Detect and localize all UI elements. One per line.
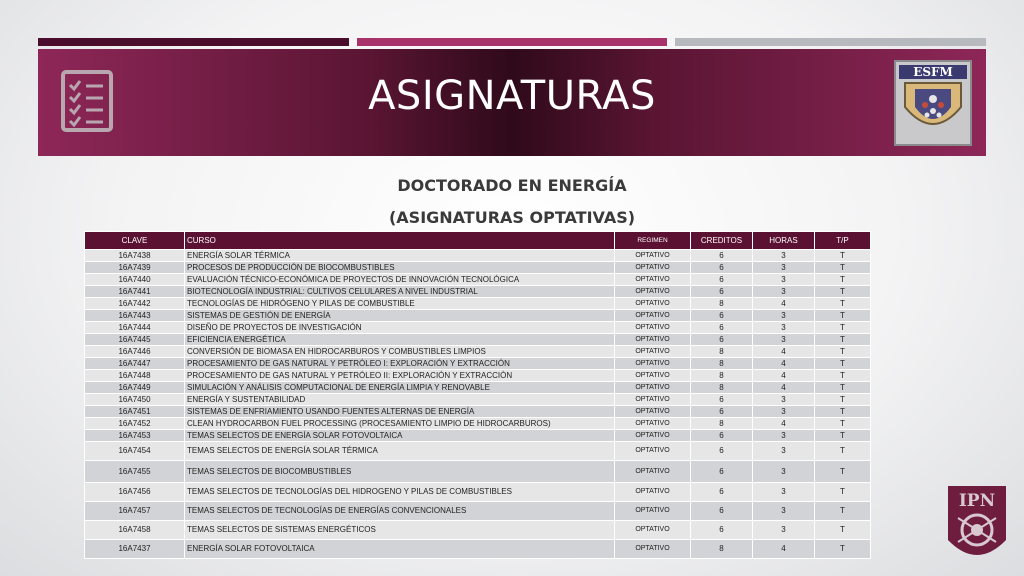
cell-tp: T — [815, 262, 871, 274]
cell-creditos: 6 — [691, 286, 753, 298]
cell-clave: 16A7445 — [85, 334, 185, 346]
cell-tp: T — [815, 286, 871, 298]
cell-clave: 16A7437 — [85, 540, 185, 559]
cell-tp: T — [815, 483, 871, 502]
cell-horas: 4 — [753, 298, 815, 310]
cell-tp: T — [815, 322, 871, 334]
accent-bar-gray — [675, 38, 986, 46]
cell-curso: CONVERSIÓN DE BIOMASA EN HIDROCARBUROS Y COMBUSTIBLES LIMPIOS — [185, 346, 615, 358]
cell-regimen: OPTATIVO — [615, 370, 691, 382]
cell-curso: PROCESOS DE PRODUCCIÓN DE BIOCOMBUSTIBLES — [185, 262, 615, 274]
cell-creditos: 6 — [691, 262, 753, 274]
cell-curso: TEMAS SELECTOS DE TECNOLOGÍAS DEL HIDROGENO Y PILAS DE COMBUSTIBLES — [185, 483, 615, 502]
subtitle-program: DOCTORADO EN ENERGÍA — [397, 176, 627, 195]
cell-curso: BIOTECNOLOGÍA INDUSTRIAL: CULTIVOS CELULARES A NIVEL INDUSTRIAL — [185, 286, 615, 298]
table-row — [85, 358, 871, 370]
cell-horas: 3 — [753, 322, 815, 334]
cell-tp: T — [815, 394, 871, 406]
cell-regimen: OPTATIVO — [615, 418, 691, 430]
cell-regimen: OPTATIVO — [615, 521, 691, 540]
table-row — [85, 370, 871, 382]
table-row — [85, 418, 871, 430]
cell-clave: 16A7450 — [85, 394, 185, 406]
cell-regimen: OPTATIVO — [615, 502, 691, 521]
table-row — [85, 286, 871, 298]
cell-creditos: 6 — [691, 406, 753, 418]
table-row — [85, 346, 871, 358]
cell-curso: SISTEMAS DE GESTIÓN DE ENERGÍA — [185, 310, 615, 322]
cell-clave: 16A7455 — [85, 461, 185, 483]
cell-curso: TEMAS SELECTOS DE SISTEMAS ENERGÉTICOS — [185, 521, 615, 540]
table-row — [85, 442, 871, 461]
cell-curso: DISEÑO DE PROYECTOS DE INVESTIGACIÓN — [185, 322, 615, 334]
cell-horas: 3 — [753, 502, 815, 521]
cell-regimen: OPTATIVO — [615, 394, 691, 406]
cell-curso: ENERGÍA SOLAR TÉRMICA — [185, 250, 615, 262]
accent-bar-pink — [357, 38, 667, 46]
header-regimen: REGIMEN — [615, 232, 691, 250]
cell-tp: T — [815, 334, 871, 346]
table-row — [85, 461, 871, 483]
cell-creditos: 8 — [691, 382, 753, 394]
cell-curso: TEMAS SELECTOS DE TECNOLOGÍAS DE ENERGÍAS CONVENCIONALES — [185, 502, 615, 521]
cell-regimen: OPTATIVO — [615, 406, 691, 418]
cell-horas: 3 — [753, 310, 815, 322]
table-row — [85, 406, 871, 418]
cell-clave: 16A7454 — [85, 442, 185, 461]
cell-tp: T — [815, 418, 871, 430]
cell-regimen: OPTATIVO — [615, 298, 691, 310]
cell-creditos: 8 — [691, 370, 753, 382]
cell-horas: 3 — [753, 262, 815, 274]
cell-curso: TEMAS SELECTOS DE ENERGÍA SOLAR TÉRMICA — [185, 442, 615, 461]
cell-regimen: OPTATIVO — [615, 310, 691, 322]
cell-creditos: 8 — [691, 358, 753, 370]
cell-clave: 16A7453 — [85, 430, 185, 442]
cell-tp: T — [815, 358, 871, 370]
esfm-logo-text: ESFM — [913, 65, 953, 79]
cell-regimen: OPTATIVO — [615, 483, 691, 502]
cell-creditos: 6 — [691, 250, 753, 262]
accent-bar-dark — [38, 38, 349, 46]
header-curso: CURSO — [185, 232, 615, 250]
cell-creditos: 6 — [691, 334, 753, 346]
cell-tp: T — [815, 442, 871, 461]
header-clave: CLAVE — [85, 232, 185, 250]
cell-clave: 16A7440 — [85, 274, 185, 286]
ipn-logo-text: IPN — [958, 491, 996, 511]
cell-regimen: OPTATIVO — [615, 262, 691, 274]
cell-clave: 16A7458 — [85, 521, 185, 540]
cell-tp: T — [815, 298, 871, 310]
cell-horas: 4 — [753, 382, 815, 394]
cell-regimen: OPTATIVO — [615, 346, 691, 358]
cell-curso: SISTEMAS DE ENFRIAMIENTO USANDO FUENTES ALTERNAS DE ENERGÍA — [185, 406, 615, 418]
cell-regimen: OPTATIVO — [615, 250, 691, 262]
title-banner — [38, 49, 986, 156]
cell-creditos: 6 — [691, 502, 753, 521]
cell-clave: 16A7444 — [85, 322, 185, 334]
table-row — [85, 394, 871, 406]
cell-creditos: 6 — [691, 483, 753, 502]
cell-creditos: 8 — [691, 346, 753, 358]
table-row — [85, 250, 871, 262]
cell-horas: 3 — [753, 521, 815, 540]
cell-clave: 16A7448 — [85, 370, 185, 382]
cell-curso: PROCESAMIENTO DE GAS NATURAL Y PETRÓLEO II: EXPLORACIÓN Y EXTRACCIÓN — [185, 370, 615, 382]
cell-creditos: 6 — [691, 521, 753, 540]
table-row — [85, 540, 871, 559]
cell-curso: TECNOLOGÍAS DE HIDRÓGENO Y PILAS DE COMBUSTIBLE — [185, 298, 615, 310]
cell-creditos: 8 — [691, 298, 753, 310]
cell-tp: T — [815, 406, 871, 418]
cell-clave: 16A7449 — [85, 382, 185, 394]
table-row — [85, 430, 871, 442]
table-row — [85, 274, 871, 286]
cell-regimen: OPTATIVO — [615, 540, 691, 559]
cell-regimen: OPTATIVO — [615, 430, 691, 442]
cell-clave: 16A7438 — [85, 250, 185, 262]
cell-curso: CLEAN HYDROCARBON FUEL PROCESSING (PROCESAMIENTO LIMPIO DE HIDROCARBUROS) — [185, 418, 615, 430]
ipn-logo — [944, 478, 1010, 572]
header-horas: HORAS — [753, 232, 815, 250]
cell-curso: PROCESAMIENTO DE GAS NATURAL Y PETRÓLEO I: EXPLORACIÓN Y EXTRACCIÓN — [185, 358, 615, 370]
cell-creditos: 6 — [691, 310, 753, 322]
cell-tp: T — [815, 346, 871, 358]
table-row — [85, 483, 871, 502]
cell-horas: 3 — [753, 274, 815, 286]
table-header-row — [85, 232, 871, 250]
cell-tp: T — [815, 250, 871, 262]
header-creditos: CREDITOS — [691, 232, 753, 250]
cell-horas: 4 — [753, 346, 815, 358]
cell-tp: T — [815, 370, 871, 382]
table-body — [85, 250, 871, 559]
cell-horas: 4 — [753, 418, 815, 430]
cell-creditos: 6 — [691, 430, 753, 442]
cell-horas: 3 — [753, 250, 815, 262]
cell-horas: 4 — [753, 540, 815, 559]
cell-regimen: OPTATIVO — [615, 322, 691, 334]
table-row — [85, 334, 871, 346]
cell-horas: 3 — [753, 334, 815, 346]
table-row — [85, 262, 871, 274]
cell-creditos: 6 — [691, 442, 753, 461]
table-row — [85, 521, 871, 540]
cell-regimen: OPTATIVO — [615, 382, 691, 394]
header-tp: T/P — [815, 232, 871, 250]
cell-clave: 16A7446 — [85, 346, 185, 358]
cell-clave: 16A7457 — [85, 502, 185, 521]
cell-horas: 4 — [753, 370, 815, 382]
cell-clave: 16A7442 — [85, 298, 185, 310]
esfm-logo — [893, 59, 973, 147]
cell-tp: T — [815, 274, 871, 286]
cell-clave: 16A7451 — [85, 406, 185, 418]
cell-creditos: 6 — [691, 322, 753, 334]
table-row — [85, 298, 871, 310]
cell-horas: 3 — [753, 461, 815, 483]
cell-clave: 16A7443 — [85, 310, 185, 322]
cell-tp: T — [815, 540, 871, 559]
table-row — [85, 382, 871, 394]
table-row — [85, 322, 871, 334]
cell-regimen: OPTATIVO — [615, 442, 691, 461]
cell-clave: 16A7439 — [85, 262, 185, 274]
cell-tp: T — [815, 382, 871, 394]
cell-tp: T — [815, 310, 871, 322]
cell-regimen: OPTATIVO — [615, 286, 691, 298]
cell-curso: EVALUACIÓN TÉCNICO-ECONÓMICA DE PROYECTOS DE INNOVACIÓN TECNOLÓGICA — [185, 274, 615, 286]
cell-tp: T — [815, 521, 871, 540]
table-row — [85, 502, 871, 521]
cell-creditos: 8 — [691, 540, 753, 559]
slide-title: ASIGNATURAS — [368, 73, 656, 119]
cell-creditos: 6 — [691, 461, 753, 483]
cell-curso: SIMULACIÓN Y ANÁLISIS COMPUTACIONAL DE ENERGÍA LIMPIA Y RENOVABLE — [185, 382, 615, 394]
cell-horas: 4 — [753, 358, 815, 370]
cell-curso: TEMAS SELECTOS DE ENERGÍA SOLAR FOTOVOLTAICA — [185, 430, 615, 442]
table-row — [85, 310, 871, 322]
cell-regimen: OPTATIVO — [615, 461, 691, 483]
cell-creditos: 6 — [691, 274, 753, 286]
cell-horas: 3 — [753, 442, 815, 461]
cell-clave: 16A7441 — [85, 286, 185, 298]
cell-horas: 3 — [753, 483, 815, 502]
cell-horas: 3 — [753, 406, 815, 418]
cell-horas: 3 — [753, 286, 815, 298]
cell-curso: EFICIENCIA ENERGÉTICA — [185, 334, 615, 346]
cell-curso: ENERGÍA Y SUSTENTABILIDAD — [185, 394, 615, 406]
cell-horas: 3 — [753, 430, 815, 442]
cell-regimen: OPTATIVO — [615, 334, 691, 346]
cell-tp: T — [815, 430, 871, 442]
cell-clave: 16A7456 — [85, 483, 185, 502]
cell-curso: ENERGÍA SOLAR FOTOVOLTAICA — [185, 540, 615, 559]
cell-clave: 16A7447 — [85, 358, 185, 370]
cell-curso: TEMAS SELECTOS DE BIOCOMBUSTIBLES — [185, 461, 615, 483]
subtitle-optional: (ASIGNATURAS OPTATIVAS) — [388, 208, 636, 227]
cell-creditos: 8 — [691, 418, 753, 430]
cell-regimen: OPTATIVO — [615, 274, 691, 286]
courses-table — [84, 231, 871, 559]
cell-regimen: OPTATIVO — [615, 358, 691, 370]
cell-horas: 3 — [753, 394, 815, 406]
cell-tp: T — [815, 502, 871, 521]
cell-creditos: 6 — [691, 394, 753, 406]
cell-tp: T — [815, 461, 871, 483]
cell-clave: 16A7452 — [85, 418, 185, 430]
